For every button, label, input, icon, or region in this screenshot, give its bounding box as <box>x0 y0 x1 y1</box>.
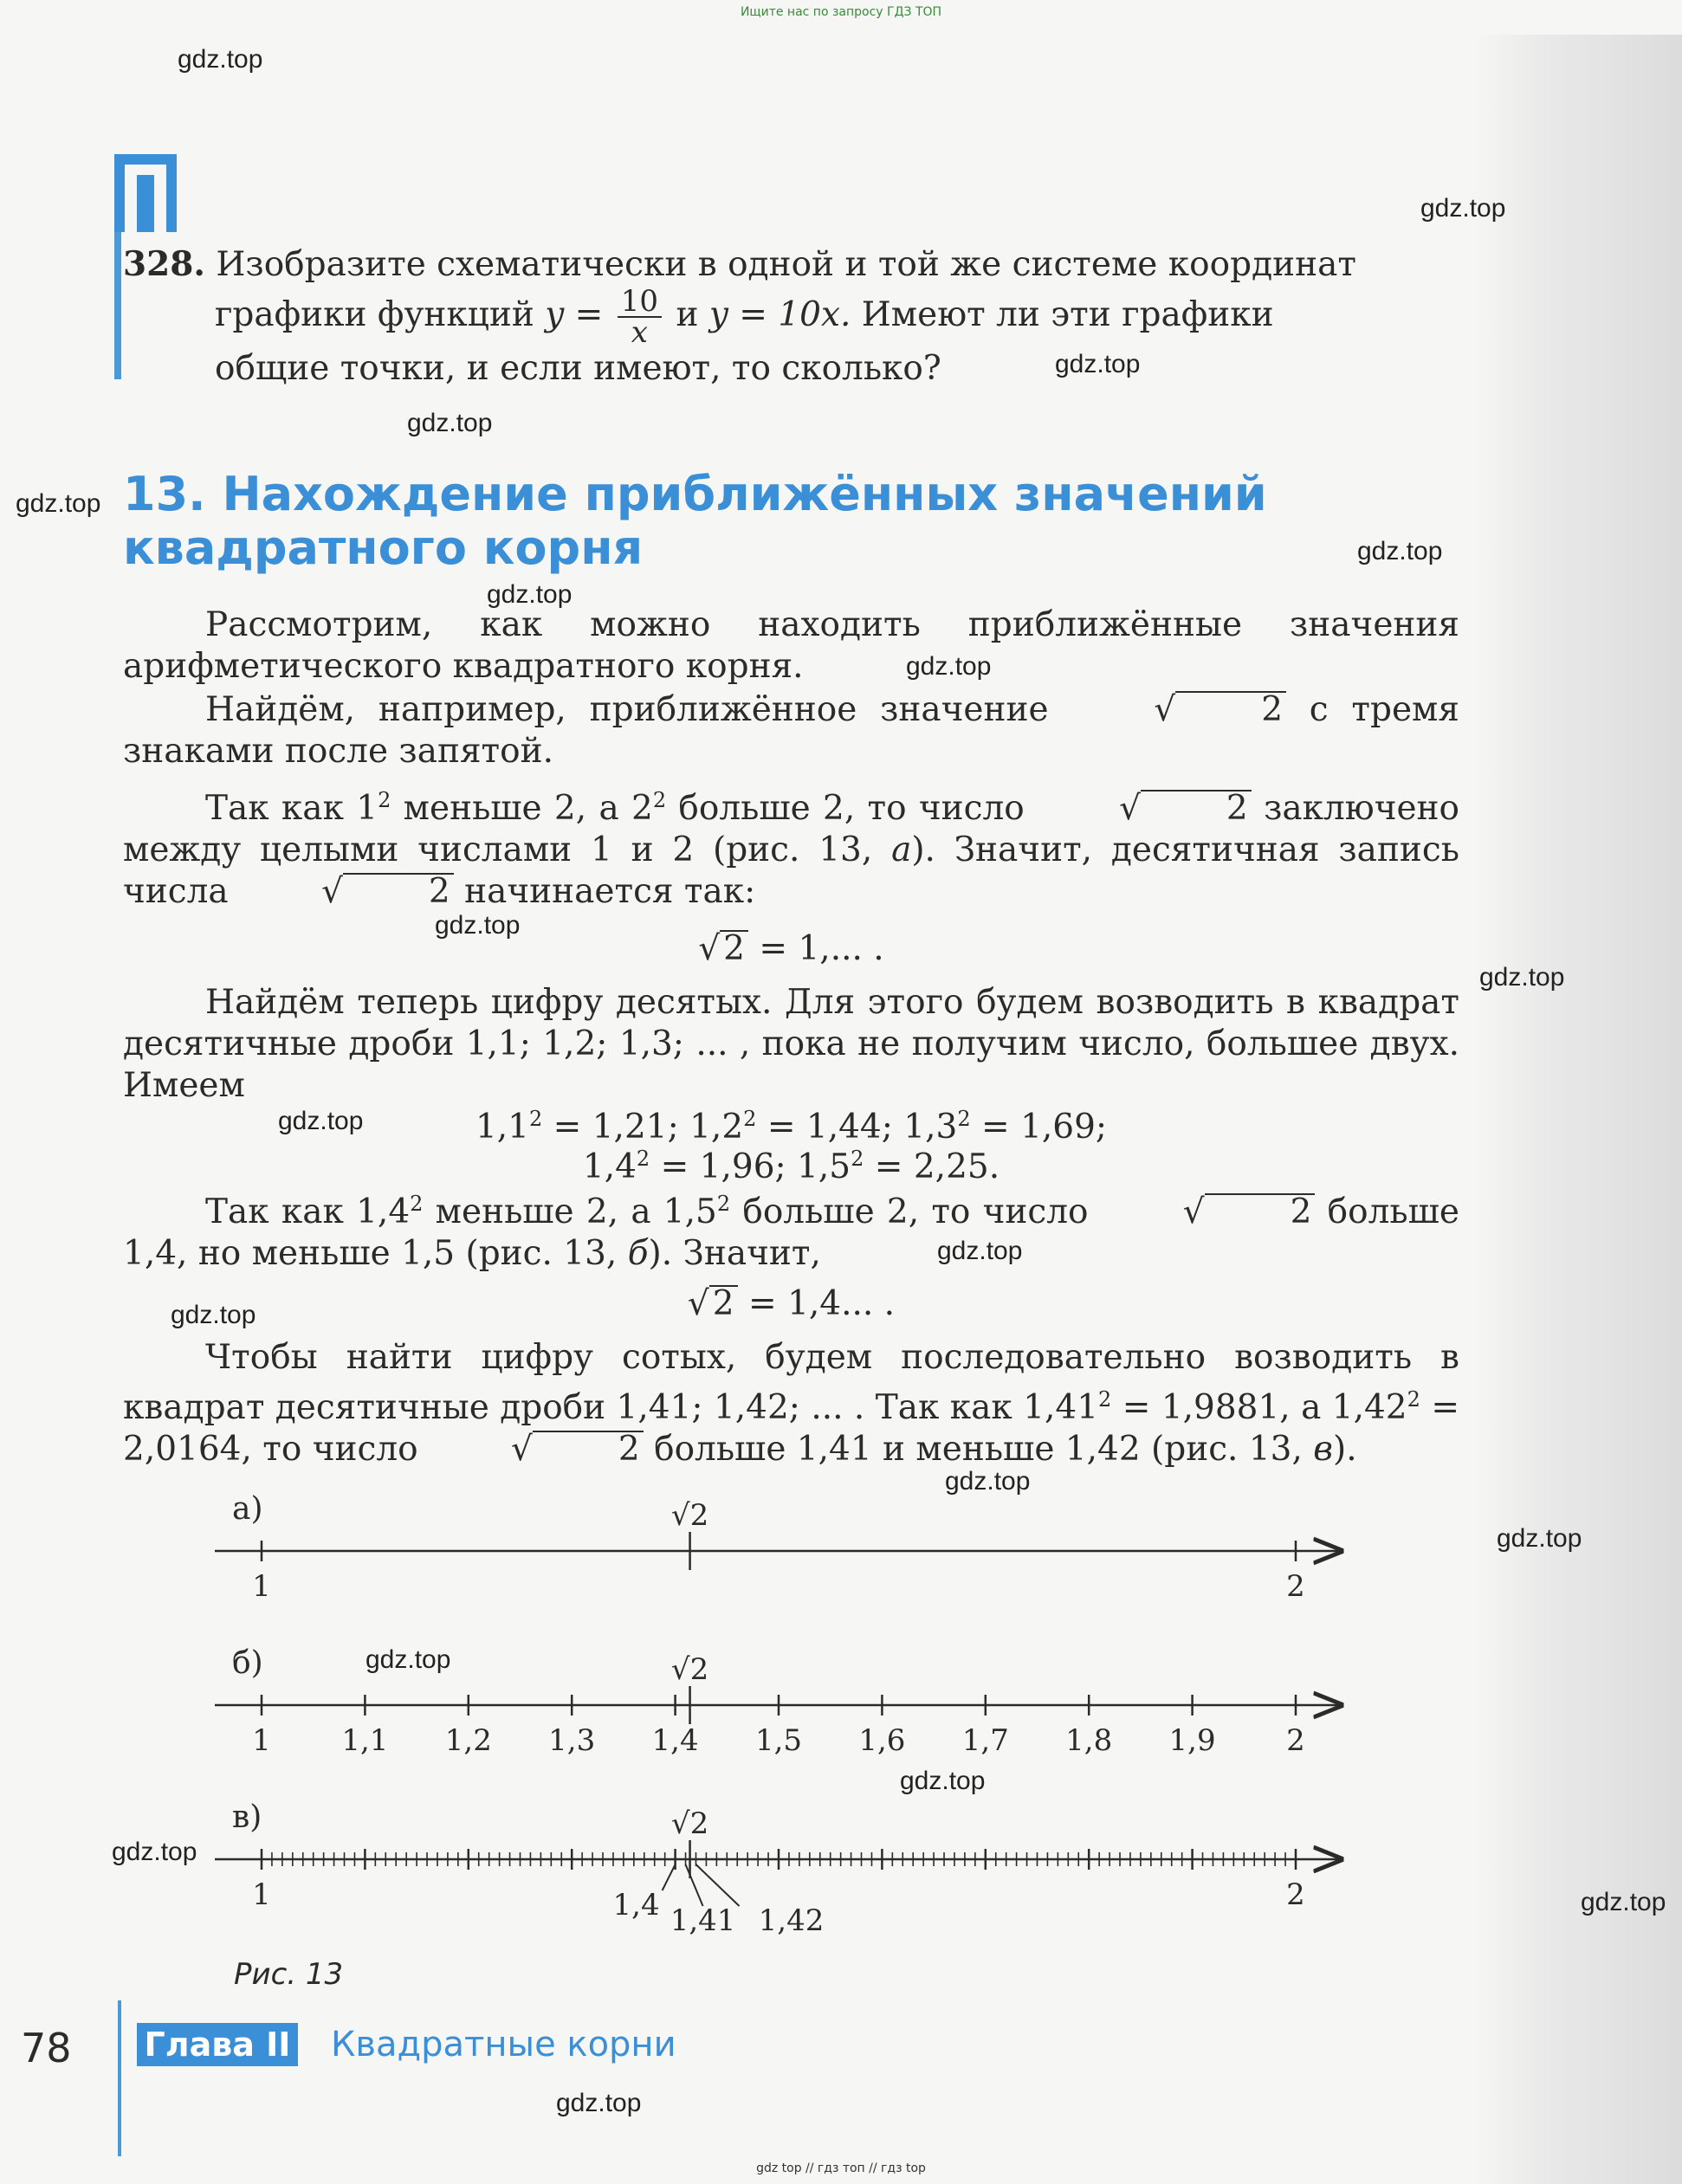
tick-label: 1,1 <box>341 1723 389 1758</box>
watermark: gdz.top <box>1357 537 1443 565</box>
paragraph-6: Чтобы найти цифру сотых, будем последовательно возводить в квадрат десятичные дроби 1,41; 1,42; ... . Так как 1,41$^2$ = 1,9881, а 1,42$^2$ = 2,0164, то число √ 2 больше 1,41 и меньше 1,42 (рис. 13, в). <box>123 1338 1459 1469</box>
callout-label: 1,41 <box>670 1903 736 1938</box>
heading-line-2: квадратного корня <box>123 520 644 575</box>
sqrt2-symbol: √ 2 <box>239 871 454 913</box>
heading-line-1: 13. Нахождение приближённых значений <box>123 467 1267 521</box>
sqrt2-symbol: √ 2 <box>1037 788 1252 830</box>
tick-label: 2 <box>1286 1877 1305 1912</box>
chapter-title: Квадратные корни <box>331 2025 676 2064</box>
callout-label: 1,4 <box>612 1888 660 1922</box>
watermark: gdz.top <box>112 1838 197 1866</box>
formula-10x: y = 10x. <box>708 295 851 334</box>
watermark: gdz.top <box>945 1467 1031 1496</box>
figure-label-v: в) <box>232 1800 262 1835</box>
watermark: gdz.top <box>556 2089 642 2117</box>
number-line-labels <box>252 1498 1305 1938</box>
watermark: gdz.top <box>1055 350 1141 378</box>
fraction-denominator: x <box>631 315 648 350</box>
watermark: gdz.top <box>366 1645 451 1674</box>
watermark: gdz.top <box>16 489 101 518</box>
watermark: gdz.top <box>1420 194 1506 223</box>
sqrt2-symbol: √ 2 <box>1101 1192 1316 1233</box>
exercise-text: Изобразите схематически в одной и той же системе координат <box>216 245 1356 284</box>
sqrt2-symbol: √ 2 <box>1071 689 1286 731</box>
tick-label: 1,7 <box>961 1723 1009 1758</box>
watermark: gdz.top <box>906 652 992 681</box>
paragraph-5: Так как $1,4^2$ меньше 2, а $1,5^2$ больше 2, то число √ 2 больше 1,4, но меньше 1,5 (рис. 13, б). Значит, <box>123 1192 1459 1273</box>
sqrt2-label: √2 <box>670 1806 709 1841</box>
tick-label: 1,4 <box>651 1723 699 1758</box>
paragraph-4: Найдём теперь цифру десятых. Для этого будем возводить в квадрат десятичные дроби 1,1; 1,2; 1,3; ... , пока не получим число, большее двух. Имеем <box>123 983 1459 1105</box>
exercise-line-3: общие точки, и если имеют, то сколько? <box>215 349 941 388</box>
callout-line <box>686 1864 703 1906</box>
formula-y: y = <box>545 295 604 334</box>
tick-label: 2 <box>1286 1723 1305 1758</box>
tick-label: 1,2 <box>444 1723 492 1758</box>
equation-sqrt2-2: √ 2 = 1,4... . <box>687 1284 896 1323</box>
exercise-text: графики функций <box>215 295 534 334</box>
figure-label-a: а) <box>232 1491 263 1527</box>
tick-label: 1,8 <box>1065 1723 1113 1758</box>
equation-sqrt2-1: √ 2 = 1,... . <box>698 929 884 968</box>
callout-line <box>695 1864 739 1906</box>
watermark: gdz.top <box>435 911 521 940</box>
figure-label-b: б) <box>232 1645 263 1681</box>
callout-label: 1,42 <box>758 1903 825 1938</box>
sqrt2-symbol: √ 2 <box>429 1429 644 1470</box>
bottom-note: gdz top // гдз топ // гдз top <box>756 2161 926 2175</box>
paragraph-2: Найдём, например, приближённое значение √ 2 с тремя знаками после запятой. <box>123 690 1459 771</box>
equation-squares-2: $1,4^2 = 1,96$; $1,5^2 = 2,25$. <box>582 1147 1000 1186</box>
watermark: gdz.top <box>1581 1888 1666 1916</box>
watermark: gdz.top <box>1479 963 1565 992</box>
paragraph-1: Рассмотрим, как можно находить приближённые значения арифметического квадратного корня. <box>123 605 1459 686</box>
tick-label: 1,6 <box>858 1723 906 1758</box>
paragraph-3: Так как $1^2$ меньше 2, а $2^2$ больше 2, то число √ 2 заключено между целыми числами 1 и 2 (рис. 13, а). Значит, десятичная запись числа √ 2 начинается так: <box>123 788 1460 911</box>
number-line-marks <box>262 1532 1296 1906</box>
equation-squares-1: $1,1^2 = 1,21$; $1,2^2 = 1,44$; $1,3^2 = 1,69$; <box>475 1107 1108 1147</box>
tick-label: 1 <box>252 1877 271 1912</box>
page-number: 78 <box>21 2025 72 2071</box>
top-note: Ищите нас по запросу ГДЗ ТОП <box>740 5 942 19</box>
footer-divider <box>118 2000 121 2156</box>
callout-line <box>663 1864 676 1890</box>
watermark: gdz.top <box>1497 1524 1582 1553</box>
fraction-numerator: 10 <box>618 287 662 318</box>
watermark: gdz.top <box>487 580 573 609</box>
watermark: gdz.top <box>407 409 493 437</box>
tick-label: 1 <box>252 1723 271 1758</box>
tick-label: 1,5 <box>754 1723 803 1758</box>
tick-label: 1,3 <box>548 1723 596 1758</box>
exercise-number: 328. <box>123 244 205 284</box>
tick-label: 1,9 <box>1168 1723 1216 1758</box>
figure-caption: Рис. 13 <box>234 1957 344 1992</box>
sqrt2-label: √2 <box>670 1652 709 1687</box>
sqrt2-label: √2 <box>670 1498 709 1533</box>
tick-label: 1 <box>252 1569 271 1604</box>
tick-label: 2 <box>1286 1569 1305 1604</box>
exercise-text: и <box>676 295 699 334</box>
exercise-text: Имеют ли эти графики <box>861 295 1274 334</box>
watermark: gdz.top <box>937 1237 1023 1265</box>
chapter-badge: Глава II <box>137 2023 298 2066</box>
watermark: gdz.top <box>178 45 263 74</box>
watermark: gdz.top <box>171 1301 256 1329</box>
watermark: gdz.top <box>278 1107 364 1135</box>
watermark: gdz.top <box>900 1767 986 1795</box>
